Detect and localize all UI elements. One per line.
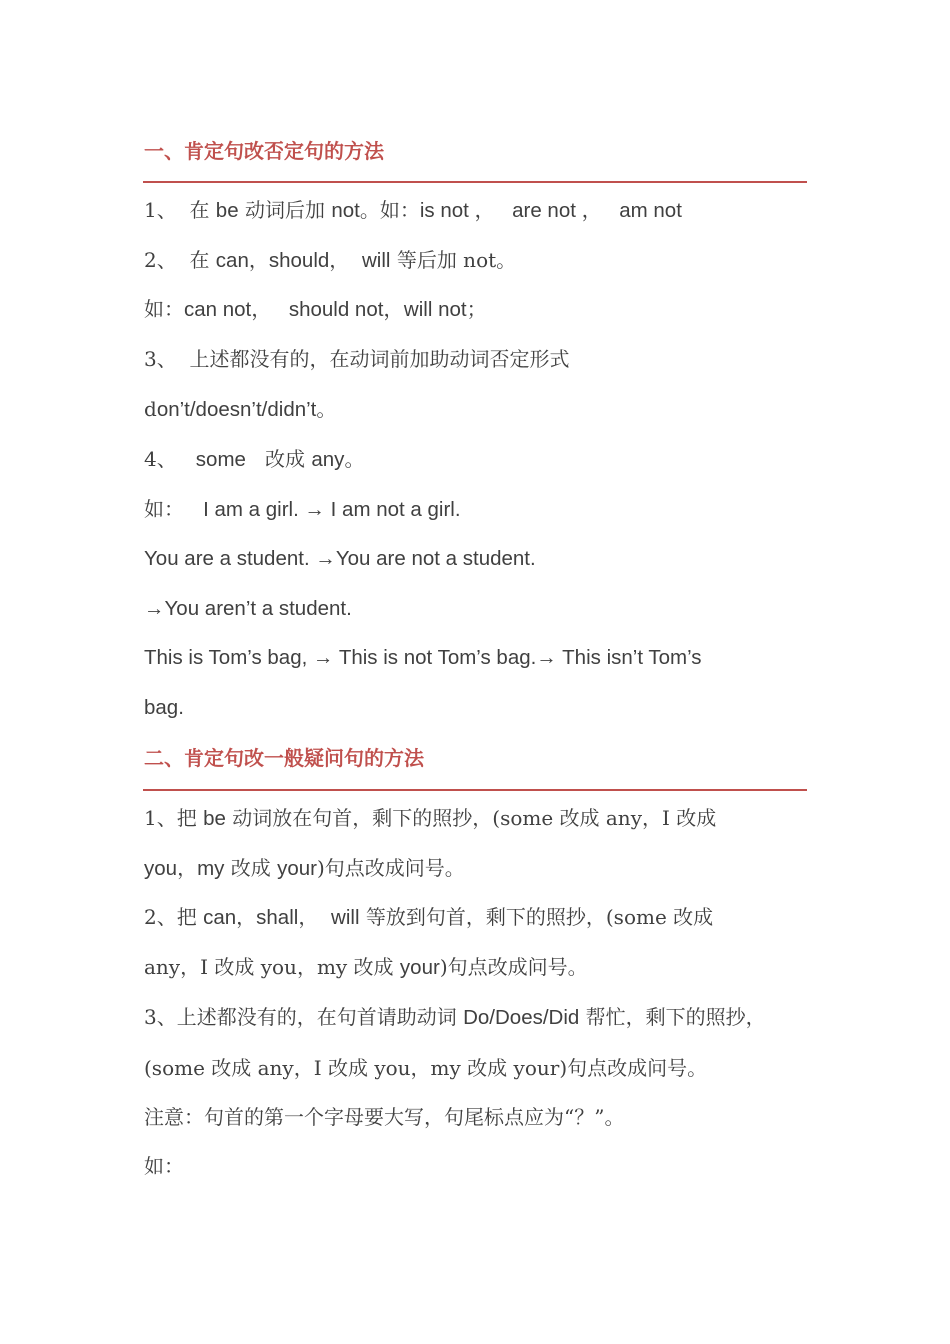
section1-line-6 bbox=[144, 446, 364, 473]
text-run: This is Tom’s bag, → This is not Tom’s bag.→ This isn’t Tom’s bbox=[144, 646, 702, 669]
section2-divider bbox=[143, 789, 807, 791]
text-run: 1、把 bbox=[144, 806, 204, 830]
text-run: →You aren’t a student. bbox=[144, 597, 352, 620]
text-run: 等放到句首，剩下的照抄，(some 改成 bbox=[359, 905, 714, 929]
section2-heading: 二、肯定句改一般疑问句的方法 bbox=[144, 746, 424, 770]
text-run: ； bbox=[466, 297, 487, 321]
text-run: 2、把 bbox=[144, 905, 204, 929]
text-run: can bbox=[215, 249, 249, 272]
text-run: 改成 bbox=[224, 856, 278, 880]
text-run: 3、 上述都没有的，在动词前加助动词否定形式 bbox=[144, 347, 570, 371]
text-run: any，I 改成 you，my 改成 bbox=[144, 955, 400, 979]
text-run: ， bbox=[329, 248, 362, 272]
text-run: 。 bbox=[344, 447, 365, 471]
text-run: ， bbox=[236, 905, 257, 929]
section2-line-3 bbox=[144, 904, 713, 931]
text-run: be bbox=[203, 807, 226, 830]
text-run: 动词放在句首，剩下的照抄，(some 改成 any，I 改成 bbox=[225, 806, 717, 830]
text-run: 。 bbox=[316, 397, 337, 421]
section1-line-4 bbox=[144, 346, 569, 372]
section1-line-5 bbox=[144, 396, 336, 423]
text-run: )句点改成问号。 bbox=[317, 856, 465, 880]
text-run: should bbox=[268, 249, 330, 272]
text-run: 动词后加 bbox=[238, 198, 332, 222]
text-run: any bbox=[311, 448, 345, 471]
text-run: can bbox=[203, 906, 237, 929]
text-run: 如： bbox=[144, 297, 184, 321]
text-run: 帮忙，剩下的照抄， bbox=[579, 1005, 766, 1029]
text-run: will bbox=[362, 249, 391, 272]
text-run: 2、 在 bbox=[144, 248, 216, 272]
text-run: some bbox=[195, 448, 246, 471]
text-run: be bbox=[215, 199, 239, 222]
text-run: 1、 在 bbox=[144, 198, 216, 222]
section1-heading: 一、肯定句改否定句的方法 bbox=[144, 139, 384, 163]
text-run: shall bbox=[256, 906, 299, 929]
text-run: 注意：句首的第一个字母要大写，句尾标点应为“？”。 bbox=[144, 1105, 625, 1129]
text-run: ， bbox=[298, 905, 332, 929]
text-run: on’t/doesn’t/didn’t bbox=[156, 398, 317, 421]
text-run: ， bbox=[248, 248, 269, 272]
text-run: Do/Does/Did bbox=[463, 1006, 580, 1029]
section1-line-9 bbox=[144, 595, 352, 622]
text-run: your bbox=[399, 956, 440, 979]
text-run: ， bbox=[177, 856, 198, 880]
section1-divider bbox=[143, 181, 807, 183]
text-run: 4、 bbox=[144, 447, 196, 471]
text-run: 如： bbox=[144, 497, 204, 521]
text-run: 等后加 not。 bbox=[390, 248, 517, 272]
text-run: 如： bbox=[144, 1154, 184, 1178]
section1-line-11 bbox=[144, 694, 184, 721]
section1-line-10 bbox=[144, 644, 702, 671]
section2-line-2 bbox=[144, 855, 465, 882]
text-run: You are a student. →You are not a student. bbox=[144, 547, 536, 570]
text-run: 3、上述都没有的，在句首请助动词 bbox=[144, 1005, 464, 1029]
section2-line-5 bbox=[144, 1004, 766, 1031]
section1-line-2 bbox=[144, 247, 516, 274]
section2-line-7 bbox=[144, 1104, 624, 1130]
section2-line-6 bbox=[144, 1055, 707, 1081]
section1-line-3 bbox=[144, 296, 487, 323]
text-run: d bbox=[144, 397, 157, 421]
text-run: can not， should not，will not bbox=[184, 298, 467, 321]
text-run: will bbox=[331, 906, 360, 929]
text-run: (some 改成 any，I 改成 you，my 改成 your)句点改成问号。 bbox=[144, 1056, 708, 1080]
text-run: 。如： bbox=[359, 198, 420, 222]
text-run: is not ， are not ， am not bbox=[419, 199, 682, 222]
text-run: your bbox=[277, 857, 317, 880]
section1-line-1 bbox=[144, 197, 682, 224]
section1-line-8 bbox=[144, 545, 536, 572]
text-run: bag. bbox=[144, 696, 184, 719]
section1-line-7 bbox=[144, 496, 461, 523]
text-run: my bbox=[197, 857, 225, 880]
text-run: not bbox=[331, 199, 360, 222]
section2-line-8 bbox=[144, 1153, 184, 1179]
text-run: you bbox=[144, 857, 178, 880]
section2-line-4 bbox=[144, 954, 588, 981]
text-run: I am a girl. → I am not a girl. bbox=[203, 498, 461, 521]
section2-line-1 bbox=[144, 805, 716, 832]
text-run: 改成 bbox=[245, 447, 312, 471]
text-run: )句点改成问号。 bbox=[439, 955, 588, 979]
